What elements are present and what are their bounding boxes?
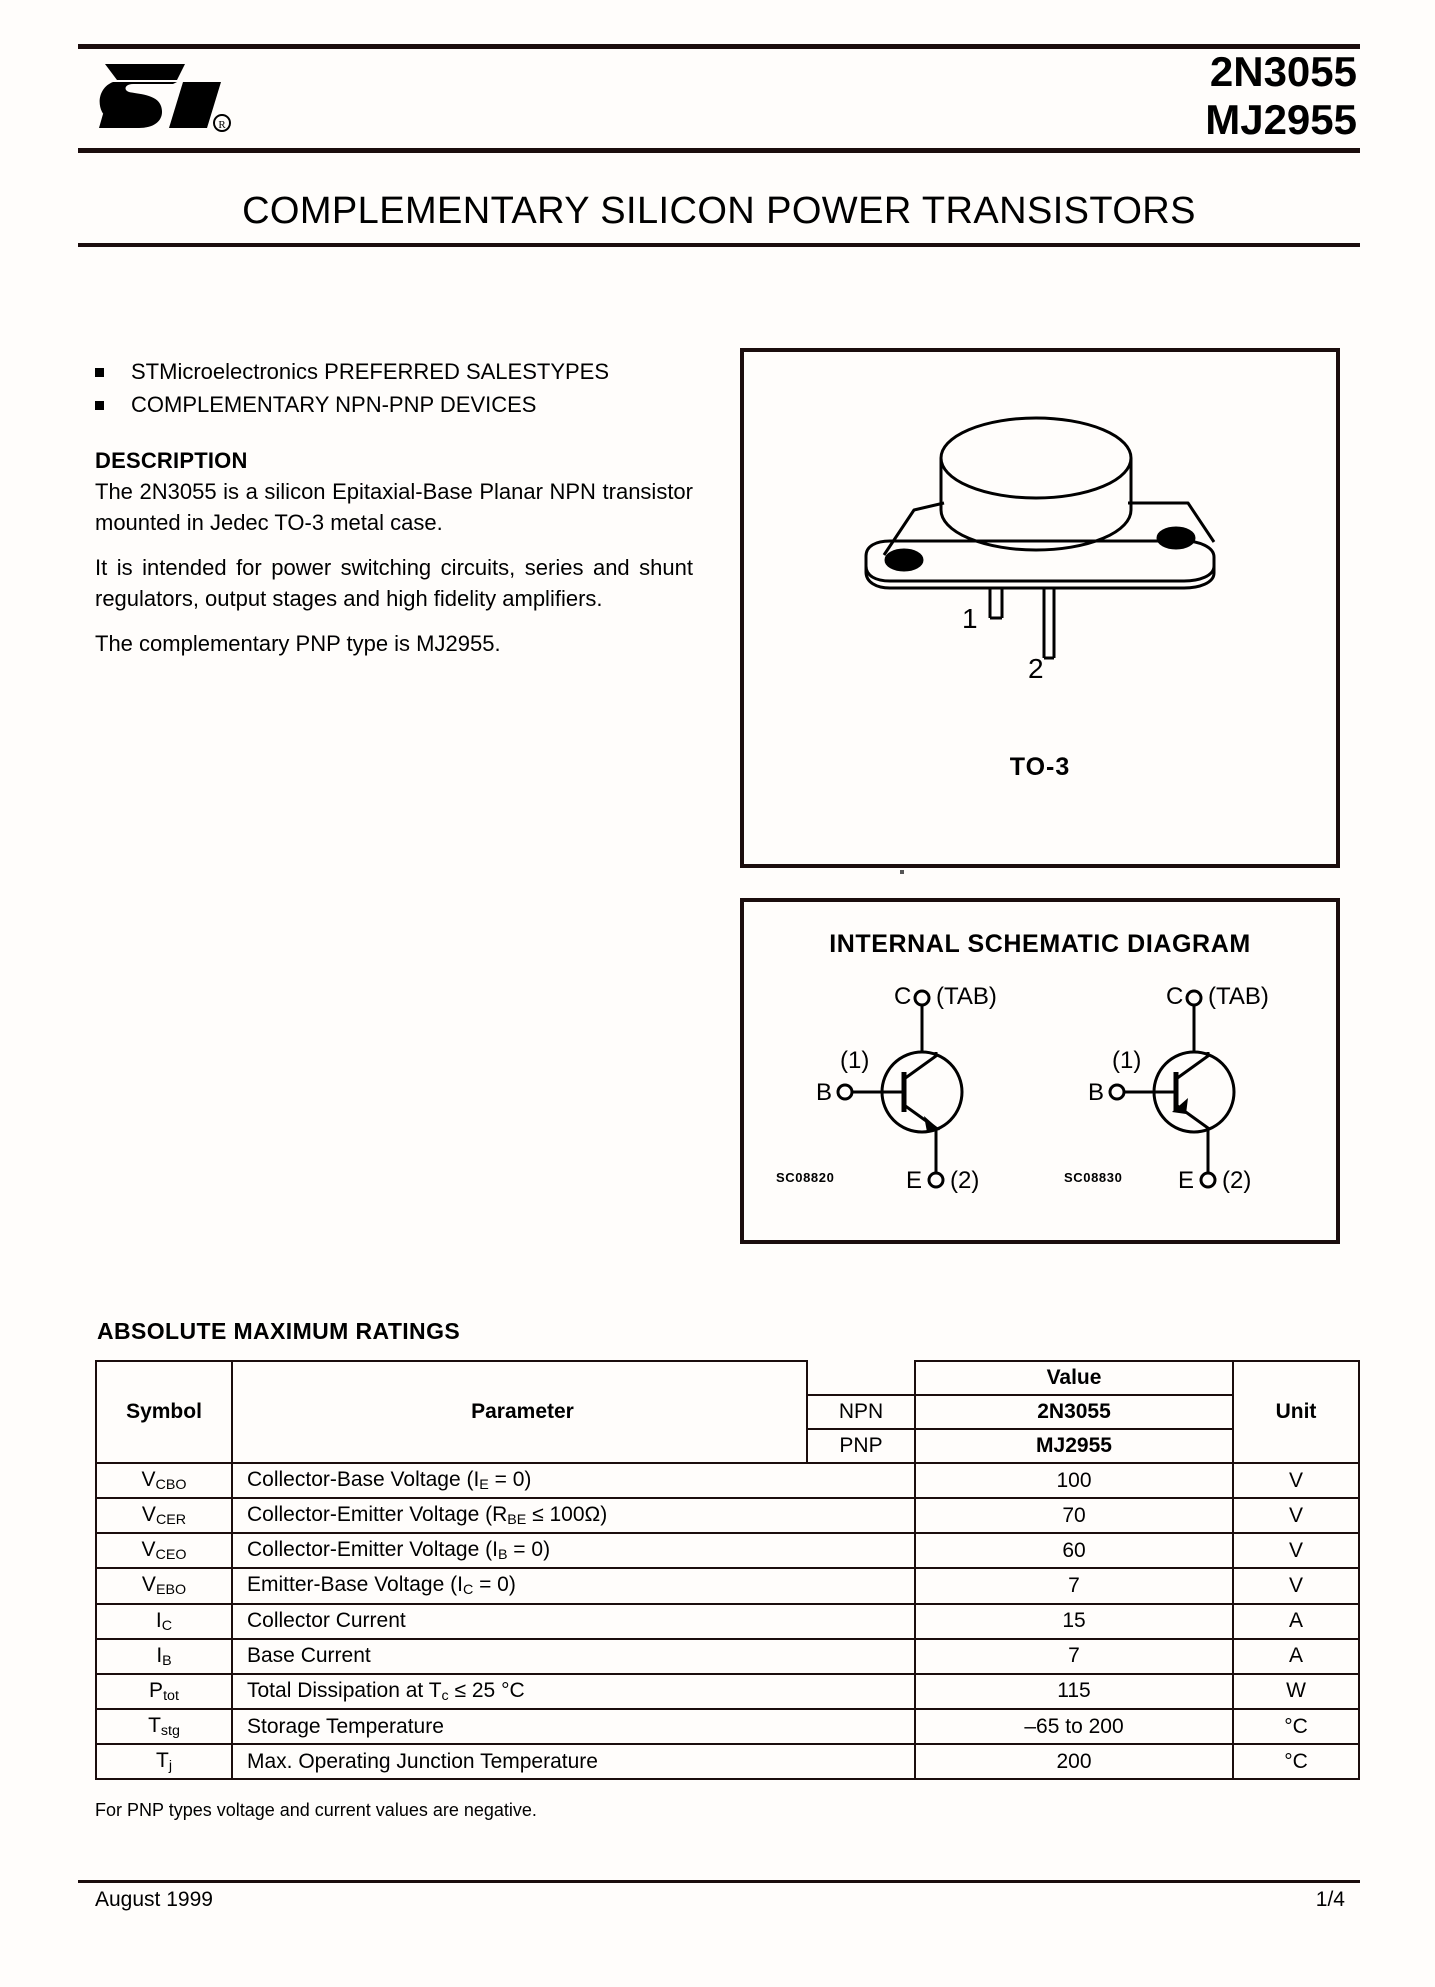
column-header-parameter: Parameter xyxy=(232,1361,807,1463)
table-footnote: For PNP types voltage and current values are negative. xyxy=(95,1800,537,1820)
cell-value: 15 xyxy=(915,1604,1233,1639)
description-heading: DESCRIPTION xyxy=(95,448,248,473)
cell-symbol: $I_B$ xyxy=(96,1639,232,1674)
cell-symbol: $V_{EBO}$ xyxy=(96,1568,232,1603)
cell-parameter: Total Dissipation at $T_c \le 25$ °C xyxy=(232,1674,915,1709)
table-row xyxy=(96,1568,1359,1603)
pin-1-label: 1 xyxy=(962,603,978,634)
table-row xyxy=(96,1604,1359,1639)
cell-parameter: Emitter-Base Voltage $(I_C = 0)$ xyxy=(232,1568,915,1603)
feature-label: COMPLEMENTARY NPN-PNP DEVICES xyxy=(131,392,537,417)
type-part-npn: 2N3055 xyxy=(915,1395,1233,1429)
cell-unit: V xyxy=(1233,1533,1359,1568)
npn-base-pin: (1) xyxy=(840,1047,870,1074)
cell-symbol: $I_C$ xyxy=(96,1604,232,1639)
feature-label: STMicroelectronics PREFERRED SALESTYPES xyxy=(131,359,610,384)
footer-date: August 1999 xyxy=(95,1888,213,1911)
cell-value: 100 xyxy=(915,1463,1233,1498)
cell-unit: V xyxy=(1233,1498,1359,1533)
cell-symbol: $P_{tot}$ xyxy=(96,1674,232,1709)
ratings-body xyxy=(96,1463,1359,1779)
to3-package-illustration xyxy=(744,360,1328,760)
column-header-value: Value xyxy=(915,1361,1233,1395)
cell-parameter: Base Current xyxy=(232,1639,915,1674)
pnp-base-label: B xyxy=(1088,1079,1105,1106)
feature-list xyxy=(95,356,695,420)
ratings-heading: ABSOLUTE MAXIMUM RATINGS xyxy=(97,1318,461,1344)
npn-emitter-label: E xyxy=(906,1167,923,1194)
column-header-symbol: Symbol xyxy=(96,1361,232,1463)
npn-emitter-arrow-icon xyxy=(924,1116,940,1132)
npn-transistor-symbol xyxy=(838,991,962,1187)
absolute-maximum-ratings-table xyxy=(95,1360,1360,1780)
column-header-unit: Unit xyxy=(1233,1361,1359,1463)
table-row xyxy=(96,1674,1359,1709)
cell-parameter: Max. Operating Junction Temperature xyxy=(232,1744,915,1779)
cell-parameter: Collector Current xyxy=(232,1604,915,1639)
pnp-transistor-symbol xyxy=(1110,991,1234,1187)
page-title: COMPLEMENTARY SILICON POWER TRANSISTORS xyxy=(242,190,1196,232)
cell-value: 200 xyxy=(915,1744,1233,1779)
internal-schematic-title: INTERNAL SCHEMATIC DIAGRAM xyxy=(829,930,1251,958)
cell-symbol: $V_{CEO}$ xyxy=(96,1533,232,1568)
cell-value: 60 xyxy=(915,1533,1233,1568)
list-item xyxy=(95,389,695,420)
cell-unit: V xyxy=(1233,1568,1359,1603)
left-column xyxy=(95,356,695,673)
cell-symbol: $V_{CBO}$ xyxy=(96,1463,232,1498)
header-rule-bottom xyxy=(78,148,1360,153)
description-paragraph: It is intended for power switching circuits, series and shunt regulators, output stages and high fidelity amplifiers. xyxy=(95,555,693,611)
cell-value: –65 to 200 xyxy=(915,1709,1233,1744)
svg-text:R: R xyxy=(218,119,226,131)
type-label-npn: NPN xyxy=(807,1395,915,1429)
cell-unit: °C xyxy=(1233,1744,1359,1779)
description-paragraph: The complementary PNP type is MJ2955. xyxy=(95,631,501,656)
cell-symbol: $V_{CER}$ xyxy=(96,1498,232,1533)
table-row xyxy=(96,1639,1359,1674)
cell-value: 70 xyxy=(915,1498,1233,1533)
part-number-primary: 2N3055 xyxy=(1209,48,1357,95)
cell-symbol: $T_j$ xyxy=(96,1744,232,1779)
type-spacer-cell xyxy=(807,1361,915,1395)
pnp-base-pin: (1) xyxy=(1112,1047,1142,1074)
pnp-collector-note: (TAB) xyxy=(1208,983,1269,1010)
cell-parameter: Collector-Emitter Voltage $(R_{BE} \le 100\Omega)$ xyxy=(232,1498,915,1533)
table-row xyxy=(96,1744,1359,1779)
square-bullet-icon xyxy=(95,368,104,377)
table-row xyxy=(96,1463,1359,1498)
pin-2-label: 2 xyxy=(1028,653,1044,684)
cell-parameter: Collector-Base Voltage $(I_E = 0)$ xyxy=(232,1463,915,1498)
cell-value: 7 xyxy=(915,1639,1233,1674)
cell-unit: W xyxy=(1233,1674,1359,1709)
table-row xyxy=(96,1709,1359,1744)
cell-unit: V xyxy=(1233,1463,1359,1498)
pnp-emitter-pin: (2) xyxy=(1222,1167,1252,1194)
part-number-secondary: MJ2955 xyxy=(1205,96,1357,143)
list-item xyxy=(95,356,695,387)
cell-value: 7 xyxy=(915,1568,1233,1603)
pnp-collector-label: C xyxy=(1166,983,1184,1010)
table-row xyxy=(96,1498,1359,1533)
cell-unit: °C xyxy=(1233,1709,1359,1744)
package-caption: TO-3 xyxy=(1009,753,1071,781)
package-drawing-box xyxy=(740,348,1340,868)
npn-collector-note: (TAB) xyxy=(936,983,997,1010)
cell-unit: A xyxy=(1233,1604,1359,1639)
title-rule xyxy=(78,243,1360,247)
npn-emitter-pin: (2) xyxy=(950,1167,980,1194)
st-logo xyxy=(95,58,235,140)
table-row xyxy=(96,1533,1359,1568)
npn-base-label: B xyxy=(816,1079,833,1106)
cell-parameter: Storage Temperature xyxy=(232,1709,915,1744)
square-bullet-icon xyxy=(95,401,104,410)
page-artifact-dot xyxy=(900,870,904,874)
cell-parameter: Collector-Emitter Voltage $(I_B = 0)$ xyxy=(232,1533,915,1568)
footer-page-number: 1/4 xyxy=(1315,1888,1345,1911)
pnp-reference-code: SC08830 xyxy=(1064,1170,1123,1185)
cell-symbol: $T_{stg}$ xyxy=(96,1709,232,1744)
npn-collector-label: C xyxy=(894,983,912,1010)
header-rule-top xyxy=(78,44,1360,49)
internal-schematic-box xyxy=(740,898,1340,1244)
description-paragraph: The 2N3055 is a silicon Epitaxial-Base Planar NPN transistor mounted in Jedec TO-3 metal case. xyxy=(95,479,693,535)
table-header-row xyxy=(96,1361,1359,1395)
pnp-emitter-label: E xyxy=(1178,1167,1195,1194)
part-numbers xyxy=(1205,48,1357,144)
type-label-pnp: PNP xyxy=(807,1429,915,1463)
cell-value: 115 xyxy=(915,1674,1233,1709)
cell-unit: A xyxy=(1233,1639,1359,1674)
npn-reference-code: SC08820 xyxy=(776,1170,835,1185)
type-part-pnp: MJ2955 xyxy=(915,1429,1233,1463)
footer-rule xyxy=(78,1880,1360,1883)
